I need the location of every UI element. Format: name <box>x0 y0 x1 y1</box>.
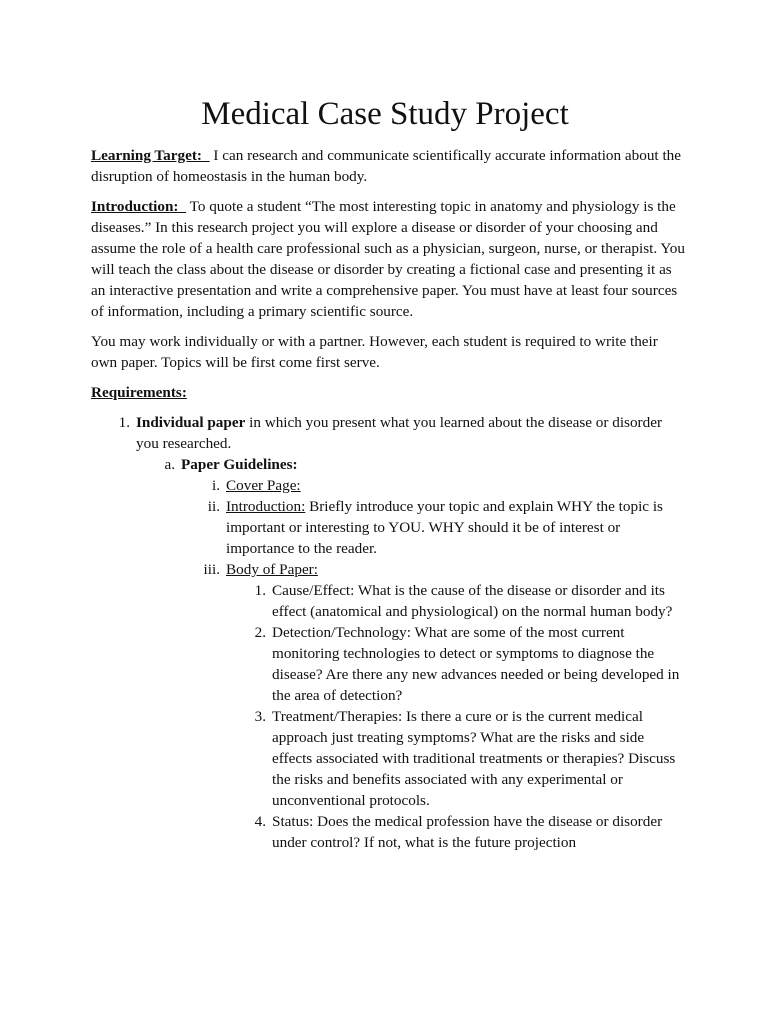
requirement-item-1-text: in which you present what you learned about the disease or disorder you researched. <box>136 414 663 452</box>
list-marker: iii. <box>203 561 220 578</box>
introduction-text: To quote a student “The most interesting topic in anatomy and physiology is the diseases.” In this research project you will explore a disease or disorder of your choosing and assume the role of a health care professional such as a physician, surgeon, nurse, or therapist. You will teach the class about the disease or disorder by creating a fictional case and presenting it as an interactive presentation and write a comprehensive paper. You must have at least four sources of information, including a primary scientific source. <box>91 198 685 320</box>
requirement-item-1-bold: Individual paper <box>136 414 246 431</box>
requirements-heading <box>91 382 686 403</box>
introduction-paragraph <box>91 196 686 322</box>
paper-guidelines-label: Paper Guidelines: <box>181 456 298 473</box>
body-item-treatment-therapies <box>254 706 686 811</box>
guideline-body-of-paper <box>203 559 686 580</box>
learning-target-text: I can research and communicate scientifically accurate information about the disruption of homeostasis in the human body. <box>91 147 681 185</box>
list-marker: 1. <box>118 414 130 431</box>
guideline-label: Cover Page: <box>226 477 301 494</box>
guideline-text: Briefly introduce your topic and explain WHY the topic is important or interesting to YOU. WHY should it be of interest or importance to the reader. <box>226 498 663 557</box>
body-item-text: Treatment/Therapies: Is there a cure or is the current medical approach just treating symptoms? What are the risks and side effects associated with traditional treatments or therapies? Discuss the risks and benefits associated with any experimental or unconventional protocols. <box>272 708 676 809</box>
list-marker: 4. <box>254 813 266 830</box>
learning-target-paragraph <box>91 145 686 187</box>
body-item-text: Status: Does the medical profession have the disease or disorder under control? If not, what is the future projection <box>272 813 663 851</box>
paper-guidelines-item <box>164 454 686 475</box>
body-item-cause-effect <box>254 580 686 622</box>
body-item-text: Cause/Effect: What is the cause of the disease or disorder and its effect (anatomical and physiological) on the normal human body? <box>272 582 673 620</box>
introduction-label: Introduction: <box>91 198 179 215</box>
list-marker: ii. <box>207 498 220 515</box>
requirement-item-1 <box>118 412 686 454</box>
guideline-introduction <box>207 496 686 559</box>
list-marker: 2. <box>254 624 266 641</box>
list-marker: 3. <box>254 708 266 725</box>
list-marker: 1. <box>254 582 266 599</box>
document-body <box>91 145 686 853</box>
list-marker: i. <box>211 477 220 494</box>
body-item-detection-technology <box>254 622 686 706</box>
requirements-label: Requirements: <box>91 384 187 401</box>
body-item-text: Detection/Technology: What are some of the most current monitoring technologies to detect or symptoms to diagnose the disease? Are there any new advances needed or being developed in the area of detection? <box>272 624 680 704</box>
learning-target-label: Learning Target: <box>91 147 202 164</box>
page-title: Medical Case Study Project <box>201 96 569 132</box>
guideline-cover-page <box>211 475 686 496</box>
work-note-paragraph: You may work individually or with a partner. However, each student is required to write their own paper. Topics will be first come first serve. <box>91 333 658 371</box>
guideline-label: Body of Paper: <box>226 561 318 578</box>
body-item-status <box>254 811 686 853</box>
list-marker: a. <box>164 456 175 473</box>
guideline-label: Introduction: <box>226 498 306 515</box>
